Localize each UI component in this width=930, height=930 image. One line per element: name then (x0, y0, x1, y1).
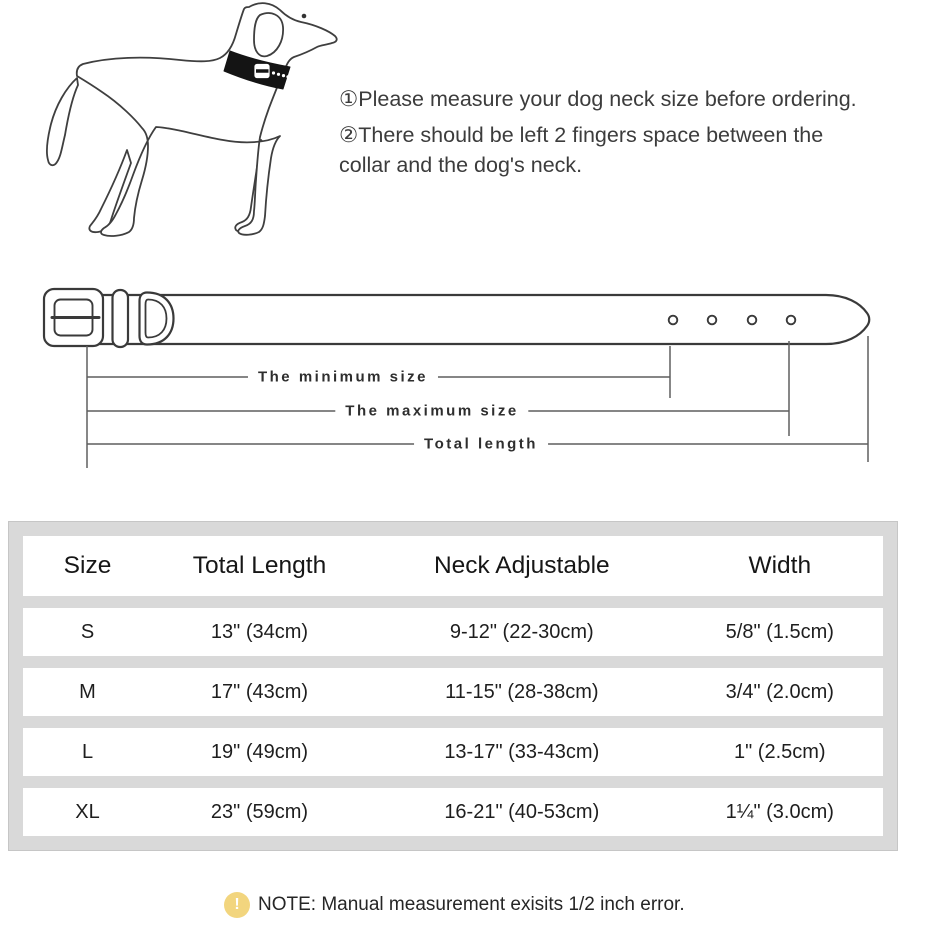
instruction-step-2-line-1: ②There should be left 2 fingers space between the (339, 123, 824, 147)
header-total-length: Total Length (192, 552, 327, 579)
dog-eye (302, 14, 307, 19)
table-row-m (23, 668, 883, 716)
header-width: Width (748, 552, 812, 579)
exclamation-warning-icon (224, 892, 250, 918)
cell-width: 3/4" (2.0cm) (725, 680, 834, 703)
cell-length: 23" (59cm) (210, 800, 309, 823)
maximum-size-label: The maximum size (335, 403, 528, 420)
cell-neck: 16-21" (40-53cm) (444, 800, 600, 823)
cell-width: 1¼" (3.0cm) (725, 800, 834, 823)
table-row-xl (23, 788, 883, 836)
cell-size: XL (75, 800, 100, 823)
cell-length: 19" (49cm) (210, 740, 309, 763)
minimum-size-label: The minimum size (248, 369, 438, 386)
size-table-header-row (23, 536, 883, 596)
exclamation-mark: ! (234, 896, 240, 913)
cell-width: 1" (2.5cm) (734, 740, 826, 763)
cell-size: M (79, 680, 96, 703)
dog-tail (47, 78, 78, 165)
cell-width: 5/8" (1.5cm) (725, 620, 834, 643)
cell-size: L (81, 740, 94, 763)
collar-keeper-loop (113, 290, 129, 347)
table-row-l (23, 728, 883, 776)
measurement-note: NOTE: Manual measurement exisits 1/2 inch error. (258, 894, 685, 915)
cell-neck: 9-12" (22-30cm) (449, 620, 594, 643)
cell-length: 13" (34cm) (210, 620, 309, 643)
dog-illustration (40, 0, 340, 247)
cell-length: 17" (43cm) (210, 680, 309, 703)
total-length-label: Total length (414, 436, 548, 453)
instruction-step-2-line-2: collar and the dog's neck. (339, 153, 583, 177)
cell-neck: 13-17" (33-43cm) (444, 740, 600, 763)
header-size: Size (63, 552, 112, 579)
cell-neck: 11-15" (28-38cm) (445, 680, 599, 703)
cell-size: S (80, 620, 95, 643)
instruction-step-1: ①Please measure your dog neck size before ordering. (339, 87, 857, 111)
instructions-block (339, 84, 925, 180)
table-row-s (23, 608, 883, 656)
header-neck-adjustable: Neck Adjustable (433, 552, 610, 579)
size-table (8, 521, 898, 851)
